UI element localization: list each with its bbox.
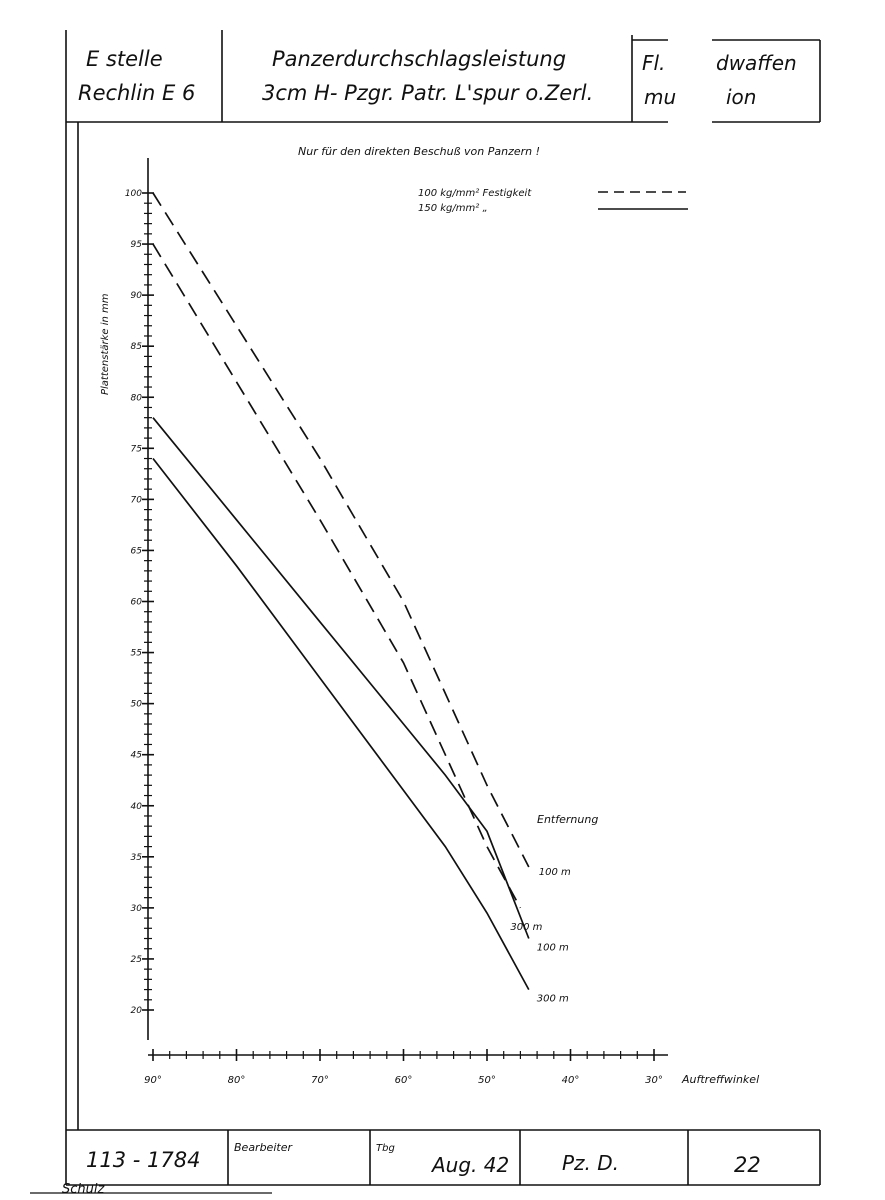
y-tick-label: 35 [130, 852, 142, 863]
header-dept-line2b: ion [726, 85, 757, 109]
y-tick-label: 95 [130, 240, 142, 251]
footer-code: Pz. D. [562, 1151, 620, 1175]
footer-signature: Schulz [62, 1182, 105, 1197]
x-tick-label: 70° [311, 1075, 329, 1086]
y-tick-label: 100 [124, 189, 142, 199]
legend-label-solid: 150 kg/mm² „ [418, 203, 488, 214]
y-tick-label: 45 [130, 750, 142, 761]
y-tick-label: 80 [130, 393, 142, 404]
y-tick-label: 70 [130, 495, 142, 506]
legend-label-dashed: 100 kg/mm² Festigkeit [418, 188, 532, 199]
header-office-line1: E stelle [86, 47, 163, 71]
series-end-label: 300 m [536, 993, 569, 1005]
series-line-dashed-300m [153, 244, 520, 908]
x-tick-label: 40° [561, 1075, 580, 1086]
x-tick-label: 30° [645, 1075, 663, 1086]
y-tick-label: 75 [130, 444, 142, 455]
series-line-solid-300m [153, 459, 529, 990]
series-end-label: 100 m [538, 867, 571, 879]
x-tick-label: 90° [144, 1075, 162, 1086]
header-dept-line2a: mu [644, 85, 677, 109]
series-end-label: 100 m [536, 942, 569, 954]
x-tick-label: 50° [478, 1075, 496, 1086]
footer-page: 22 [734, 1153, 761, 1177]
y-tick-label: 65 [130, 546, 142, 557]
paper-damage-patch [668, 30, 712, 125]
x-tick-label: 80° [227, 1075, 246, 1086]
chart-marks [125, 189, 663, 1086]
distance-heading: Entfernung [537, 813, 599, 826]
y-tick-label: 20 [130, 1006, 142, 1016]
footer-date: Aug. 42 [432, 1153, 510, 1177]
footer-number: 113 - 1784 [86, 1148, 201, 1172]
footer-bearbeiter-label: Bearbeiter [234, 1141, 292, 1154]
header-office-line2: Rechlin E 6 [78, 81, 196, 105]
y-tick-label: 60 [130, 597, 142, 608]
y-tick-label: 25 [130, 954, 142, 965]
y-tick-label: 55 [130, 648, 142, 659]
footer-text [62, 1141, 761, 1197]
header-dept-line1a: Fl. [642, 51, 666, 75]
footer-tbg-label: Tbg [376, 1143, 395, 1154]
series-end-label: 300 m [510, 921, 543, 933]
header-title-line1: Panzerdurchschlagsleistung [272, 47, 567, 71]
header-dept-line1b: dwaffen [716, 51, 797, 75]
y-tick-label: 50 [130, 699, 142, 710]
y-tick-label: 90 [130, 291, 142, 302]
header-title-line2: 3cm H- Pzgr. Patr. L'spur o.Zerl. [262, 81, 594, 105]
x-axis-label: Auftreffwinkel [682, 1073, 760, 1086]
chart-axes [142, 158, 668, 1061]
y-tick-label: 85 [130, 342, 142, 353]
y-tick-label: 30 [130, 903, 142, 914]
chart-note: Nur für den direkten Beschuß von Panzern ! [298, 145, 541, 158]
y-tick-label: 40 [130, 801, 142, 812]
y-axis-label: Plattenstärke in mm [100, 293, 111, 395]
x-tick-label: 60° [394, 1075, 413, 1086]
